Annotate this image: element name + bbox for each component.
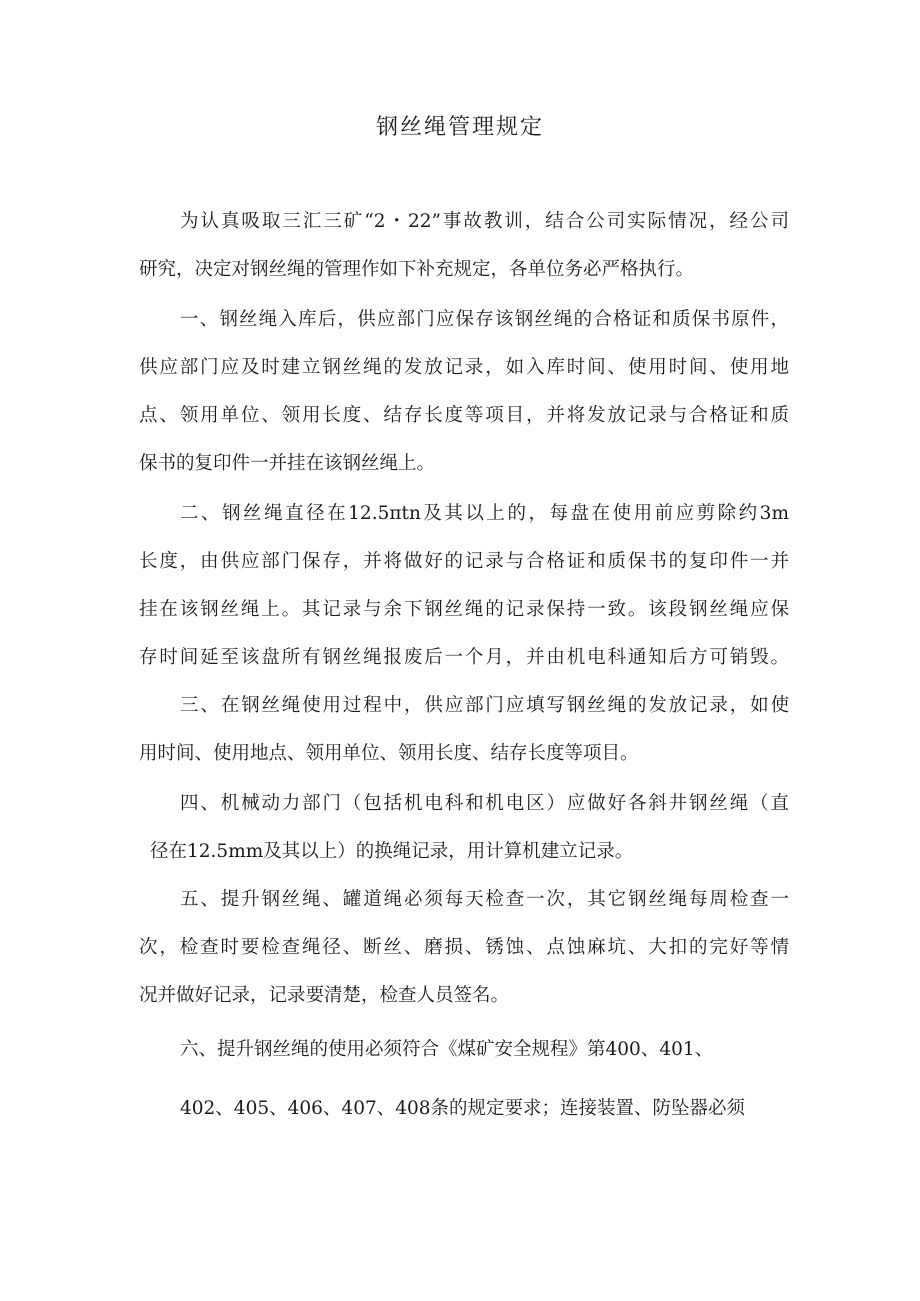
paragraph-line: 三、在钢丝绳使用过程中，供应部门应填写钢丝绳的发放记录，如使 [180,695,789,716]
paragraph-line: 存时间延至该盘所有钢丝绳报废后一个月，并由机电科通知后方可销毁。 [139,647,789,668]
paragraph-line: 径在12.5mm及其以上）的换绳记录，用计算机建立记录。 [150,841,634,862]
paragraph-line: 为认真吸取三汇三矿“2・22”事故教训，结合公司实际情况，经公司 [180,211,789,232]
paragraph-line: 402、405、406、407、408条的规定要求；连接装置、防坠器必须 [180,1098,746,1119]
paragraph-line: 保书的复印件一并挂在该钢丝绳上。 [139,453,436,474]
paragraph-line: 研究，决定对钢丝绳的管理作如下补充规定，各单位务必严格执行。 [139,259,695,280]
paragraph-line: 一、钢丝绳入库后，供应部门应保存该钢丝绳的合格证和质保书原件， [180,309,789,330]
paragraph-line: 六、提升钢丝绳的使用必须符合《煤矿安全规程》第400、401、 [180,1039,714,1060]
paragraph-line: 五、提升钢丝绳、罐道绳必须每天检查一次，其它钢丝绳每周检查一 [180,889,789,910]
paragraph-line: 次，检查时要检查绳径、断丝、磨损、锈蚀、点蚀麻坑、大扣的完好等情 [139,937,789,958]
paragraph-line: 挂在该钢丝绳上。其记录与余下钢丝绳的记录保持一致。该段钢丝绳应保 [139,599,789,620]
paragraph-line: 供应部门应及时建立钢丝绳的发放记录，如入库时间、使用时间、使用地 [139,357,789,378]
paragraph-line: 况并做好记录，记录要清楚，检查人员签名。 [139,985,510,1006]
paragraph-line: 点、领用单位、领用长度、结存长度等项目，并将发放记录与合格证和质 [139,405,789,426]
paragraph-line: 二、钢丝绳直径在12.5πtn及其以上的，每盘在使用前应剪除约3m [180,503,789,524]
paragraph-line: 四、机械动力部门（包括机电科和机电区）应做好各斜井钢丝绳（直 [180,793,789,814]
document-title: 钢丝绳管理规定 [375,115,544,140]
paragraph-line: 用时间、使用地点、领用单位、领用长度、结存长度等项目。 [139,743,639,764]
paragraph-line: 长度，由供应部门保存，并将做好的记录与合格证和质保书的复印件一并 [139,551,789,572]
